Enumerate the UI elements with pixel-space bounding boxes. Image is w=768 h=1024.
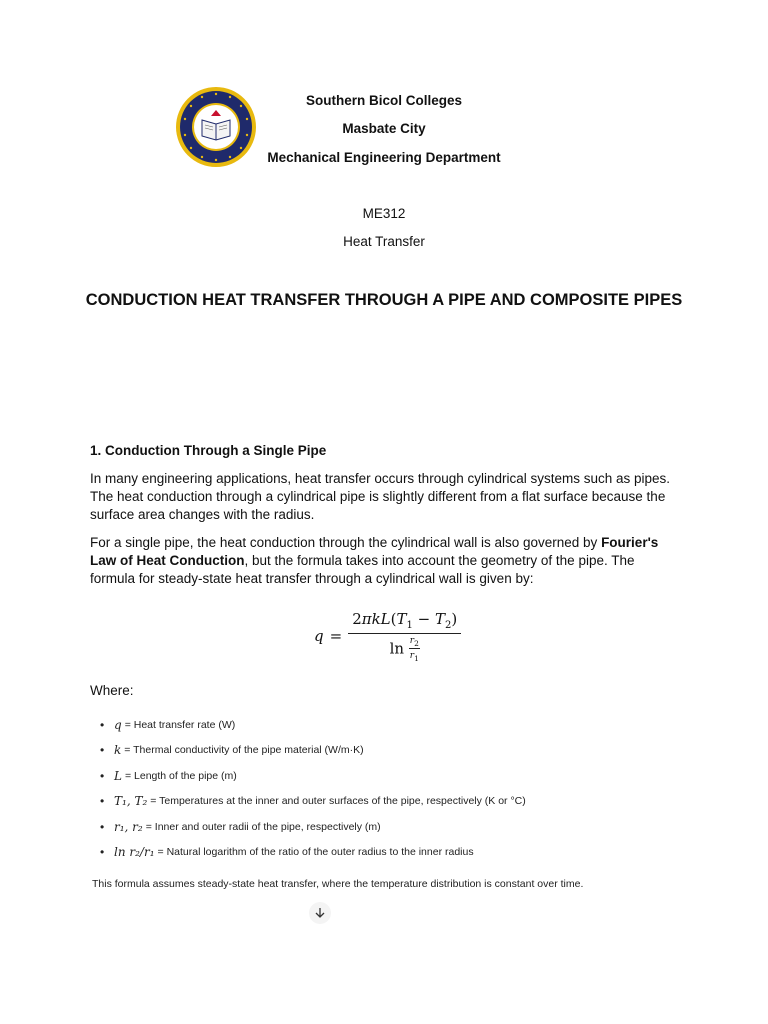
paragraph-fourier-end: , but the formula takes into account the geometry of the pipe. The formula for steady-state heat transfer through a cylindrical wall is given by: <box>90 553 635 586</box>
list-item: • ln r₂/r₁ = Natural logarithm of the ratio of the outer radius to the inner radius <box>92 840 652 866</box>
course-code: ME312 <box>362 206 406 221</box>
list-item: • k = Thermal conductivity of the pipe material (W/m·K) <box>92 738 652 764</box>
department-name: Mechanical Engineering Department <box>267 150 501 165</box>
list-item: • r₁, r₂ = Inner and outer radii of the pipe, respectively (m) <box>92 814 652 840</box>
steady-state-note: This formula assumes steady-state heat transfer, where the temperature distribution is constant over time. <box>92 878 584 890</box>
document-title: CONDUCTION HEAT TRANSFER THROUGH A PIPE AND COMPOSITE PIPES <box>85 291 683 309</box>
heat-transfer-equation: q = $2\pi kL(T_1 - T_2)$ ln $\frac{r_2}{r_1}$ <box>314 610 461 663</box>
where-label: Where: <box>90 683 134 698</box>
paragraph-fourier-start: For a single pipe, the heat conduction through the cylindrical wall is also governed by <box>90 535 602 550</box>
section-heading: 1. Conduction Through a Single Pipe <box>90 443 327 458</box>
list-item: • T₁, T₂ = Temperatures at the inner and outer surfaces of the pipe, respectively (K or °C) <box>92 789 652 815</box>
list-item: • q = Heat transfer rate (W) <box>92 712 652 738</box>
list-item: • L = Length of the pipe (m) <box>92 763 652 789</box>
down-arrow-icon[interactable] <box>309 902 331 924</box>
city-name: Masbate City <box>342 121 426 136</box>
variable-list <box>92 712 652 865</box>
school-name: Southern Bicol Colleges <box>305 93 463 108</box>
paragraph-fourier <box>90 534 680 588</box>
paragraph-intro: In many engineering applications, heat transfer occurs through cylindrical systems such as pipes. The heat conduction through a cylindrical pipe is slightly different from a flat surface because the surface area changes with the radius. <box>90 471 671 522</box>
fourier-law-term: Fourier's Law of Heat Conduction <box>90 535 659 568</box>
course-name: Heat Transfer <box>343 234 425 249</box>
